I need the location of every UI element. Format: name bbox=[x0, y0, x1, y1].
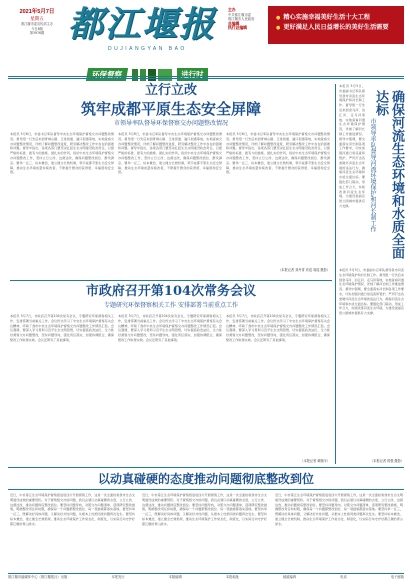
sponsor-title: 主办 bbox=[228, 7, 236, 12]
article4-body-col3: 近日，中央第五生态环境保护督察组进驻四川开展督察工作，这是一次全面检验我市生态文明建设成效的重要契机。对于督察组交办的问题，我们必须以动真碰硬的态度，立行立改、边督边改，推动问题彻底整改到位。要坚持问题导向，对照交办问题清单，逐项研究整改措施，明确整改责任和时限，确保每一个问题都整改到位、每一项措施都落实落地。要坚持举一反三，既解决好具体问题，又解决好共性问题，从根本上杜绝同类问题再次发生。要坚持标本兼治，建立健全长效机制，推动生态环境保护工作常态化、制度化，以实际行动守护好都江堰的青山绿水。 bbox=[275, 493, 403, 526]
article3-body-top: 本报讯 5月5日，市委副书记率队督导我市河流生态环境保护和河长制工作。督导组一行先后来到金马河、泊江河、走马河等地，实地查看河道生态环境保护情况，详细了解河长制工作推进情况。督导中强调，要全面落实河长制各项工作要求，切实加强河道日常巡查和管护，严厉打击各类破坏河流生态环境的违法行为，确保河流生态环境和水质全面达标。要强化部门联动，形成工作合力，持续改善河流生态环境，为建设美丽宜居公园城市提供有力支撑。 bbox=[339, 84, 365, 208]
issue-date: 2021年5月7日 bbox=[19, 9, 55, 15]
footer-item: 电子邮箱 bbox=[390, 575, 404, 579]
sponsor-line: 总编辑 bbox=[228, 20, 240, 26]
column-banner-left: 环保督察 bbox=[86, 68, 128, 81]
issue-line: 都江堰市委宣传部主办 bbox=[21, 22, 53, 26]
article4-body-col2: 近日，中央第五生态环境保护督察组进驻四川开展督察工作，这是一次全面检验我市生态文明建设成效的重要契机。对于督察组交办的问题，我们必须以动真碰硬的态度，立行立改、边督边改，推动问题彻底整改到位。要坚持问题导向，对照交办问题清单，逐项研究整改措施，明确整改责任和时限，确保每一个问题都整改到位、每一项措施都落实落地。要坚持举一反三，既解决好具体问题，又解决好共性问题，从根本上杜绝同类问题再次发生。要坚持标本兼治，建立健全长效机制，推动生态环境保护工作常态化、制度化，以实际行动守护好都江堰的青山绿水。 bbox=[142, 493, 267, 526]
article2-byline: （本报记者 黄顺平） bbox=[300, 459, 330, 463]
skyline-graphic bbox=[132, 69, 172, 81]
footer-item: 本报地址 bbox=[225, 575, 239, 579]
column-banner-right: 进行时 bbox=[177, 68, 208, 81]
article2-body-col2: 本报讯 5月7日，市政府召开第104次常务会议，专题研究环保督察相关工作，安排部署当前重点工作。会议传达学习了中央生态环境保护督察有关会议精神，听取了我市中央生态环境保护督察交办问题整改工作情况汇报。会议强调，要深入学习贯彻习近平生态文明思想，切实提高政治站位，全力抓好督察交办问题整改，坚持问题导向，强化责任落实，加强协调配合，确保整改工作取得实效。会议还研究了其他事项。 bbox=[118, 314, 222, 342]
article3-headline: 确保河流生态环境和水质全面达标 bbox=[373, 90, 404, 259]
footer-item: 邮政编码 bbox=[282, 575, 297, 579]
article3-byline: （本报记者 郭强 摄影） bbox=[370, 459, 404, 463]
masthead-title: 都江堰报 bbox=[68, 4, 217, 45]
article2-body-col1: 本报讯 5月7日，市政府召开第104次常务会议，专题研究环保督察相关工作，安排部署当前重点工作。会议传达学习了中央生态环境保护督察有关会议精神，听取了我市中央生态环境保护督察交办问题整改工作情况汇报。会议强调，要深入学习贯彻习近平生态文明思想，切实提高政治站位，全力抓好督察交办问题整改，坚持问题导向，强化责任落实，加强协调配合，确保整改工作取得实效。会议还研究了其他事项。 bbox=[10, 314, 114, 342]
article1-body-col1: 本报讯 5月6日，市委书记率队督导中央生态环境保护督察交办问题整改情况。督导组一行先后来到青城山镇、玉堂街道、灌口街道等地，实地查看交办问题整改情况，详细了解问题整改进度，研究解决整改工作中存在的困难和问题。督导中指出，各级各部门要坚决扛起生态文明建设政治责任，以最严格的标准、最有力的措施、最扎实的作风，抓好中央生态环境保护督察交办问题整改工作，坚持立行立改、边督边改，确保问题整改到位、群众满意。要举一反三、标本兼治，建立健全长效机制，筑牢成都平原生态安全屏障，推动生态环境质量持续改善，不断提升群众的获得感、幸福感和安全感。 bbox=[10, 132, 114, 175]
sponsor-line: 中共都江堰市委 bbox=[228, 12, 252, 17]
article1-body-col2: 本报讯 5月6日，市委书记率队督导中央生态环境保护督察交办问题整改情况。督导组一行先后来到青城山镇、玉堂街道、灌口街道等地，实地查看交办问题整改情况，详细了解问题整改进度，研究解决整改工作中存在的困难和问题。督导中指出，各级各部门要坚决扛起生态文明建设政治责任，以最严格的标准、最有力的措施、最扎实的作风，抓好中央生态环境保护督察交办问题整改工作，坚持立行立改、边督边改，确保问题整改到位、群众满意。要举一反三、标本兼治，建立健全长效机制，筑牢成都平原生态安全屏障，推动生态环境质量持续改善，不断提升群众的获得感、幸福感和安全感。 bbox=[118, 132, 222, 175]
slogan-line: ● 精心实施幸福美好生活十大工程 bbox=[268, 13, 404, 23]
column-separator bbox=[335, 84, 336, 464]
article1-subhead: 市领导率队督导环保督察交办问题整改情况 bbox=[113, 120, 228, 127]
sponsor-line: 执行总编辑 bbox=[228, 25, 247, 31]
article1-body-col3: 本报讯 5月6日，市委书记率队督导中央生态环境保护督察交办问题整改情况。督导组一行先后来到青城山镇、玉堂街道、灌口街道等地，实地查看交办问题整改情况，详细了解问题整改进度，研究解决整改工作中存在的困难和问题。督导中指出，各级各部门要坚决扛起生态文明建设政治责任，以最严格的标准、最有力的措施、最扎实的作风，抓好中央生态环境保护督察交办问题整改工作，坚持立行立改、边督边改，确保问题整改到位、群众满意。要举一反三、标本兼治，建立健全长效机制，筑牢成都平原生态安全屏障，推动生态环境质量持续改善，不断提升群众的获得感、幸福感和安全感。 bbox=[226, 132, 330, 175]
footer-item: 电话 bbox=[340, 575, 347, 579]
separator bbox=[10, 280, 332, 281]
slogan-line: ● 更好满足人民日益增长的美好生活需要 bbox=[268, 23, 404, 33]
masthead bbox=[68, 4, 238, 60]
sponsor-info bbox=[228, 8, 264, 31]
article4-body-col1: 近日，中央第五生态环境保护督察组进驻四川开展督察工作，这是一次全面检验我市生态文明建设成效的重要契机。对于督察组交办的问题，我们必须以动真碰硬的态度，立行立改、边督边改，推动问题彻底整改到位。要坚持问题导向，对照交办问题清单，逐项研究整改措施，明确整改责任和时限，确保每一个问题都整改到位、每一项措施都落实落地。要坚持举一反三，既解决好具体问题，又解决好共性问题，从根本上杜绝同类问题再次发生。要坚持标本兼治，建立健全长效机制，推动生态环境保护工作常态化、制度化，以实际行动守护好都江堰的青山绿水。 bbox=[10, 493, 135, 526]
column-banner bbox=[87, 62, 267, 79]
article1-byline: （本报记者 刘丹青 邓泓 周瑶 摄影） bbox=[278, 268, 330, 272]
article2-subhead: 专题研究环保督察相关工作 安排部署当前重点工作 bbox=[104, 302, 238, 309]
issue-line: 第3976期 bbox=[29, 31, 45, 36]
issue-line: 今日8版 bbox=[31, 26, 43, 31]
header-rule bbox=[8, 76, 404, 77]
footer-item: 都江堰市融媒体中心（都江堰报社）出版 bbox=[8, 575, 68, 579]
masthead-pinyin: DUJIANGYAN BAO bbox=[108, 46, 187, 52]
issue-weekday: 星期五 bbox=[30, 16, 44, 21]
footer-item: 本报发行 bbox=[111, 575, 125, 579]
footer-item: 本版编辑 bbox=[168, 575, 182, 579]
separator bbox=[8, 489, 404, 490]
article2-headline: 市政府召开第104次常务会议 bbox=[85, 284, 257, 299]
footer bbox=[8, 573, 404, 580]
slogan-banner bbox=[268, 6, 404, 44]
header-rule-thin bbox=[8, 78, 404, 79]
article3-subhead: 市领导率队督导河流环境保护和河长制工作 bbox=[369, 118, 376, 232]
article1-headline: 筑牢成都平原生态安全屏障 bbox=[80, 100, 261, 118]
article3-body-bottom: 本报讯 5月5日，市委副书记率队督导我市河流生态环境保护和河长制工作。督导组一行先后来到金马河、泊江河、走马河等地，实地查看河道生态环境保护情况，详细了解河长制工作推进情况。督导中强调，要全面落实河长制各项工作要求，切实加强河道日常巡查和管护，严厉打击各类破坏河流生态环境的违法行为，确保河流生态环境和水质全面达标。要强化部门联动，形成工作合力，持续改善河流生态环境，为建设美丽宜居公园城市提供有力支撑。 bbox=[339, 268, 404, 316]
article4-headline: 以动真碰硬的态度推动问题彻底整改到位 bbox=[97, 472, 314, 486]
issue-info bbox=[8, 9, 66, 36]
sponsor-line: 都江堰市人民政府 bbox=[228, 17, 255, 22]
separator bbox=[8, 467, 404, 468]
article1-kicker: 立行立改 bbox=[144, 83, 197, 98]
article2-body-col3: 本报讯 5月7日，市政府召开第104次常务会议，专题研究环保督察相关工作，安排部署当前重点工作。会议传达学习了中央生态环境保护督察有关会议精神，听取了我市中央生态环境保护督察交办问题整改工作情况汇报。会议强调，要深入学习贯彻习近平生态文明思想，切实提高政治站位，全力抓好督察交办问题整改，坚持问题导向，强化责任落实，加强协调配合，确保整改工作取得实效。会议还研究了其他事项。 bbox=[226, 314, 330, 342]
